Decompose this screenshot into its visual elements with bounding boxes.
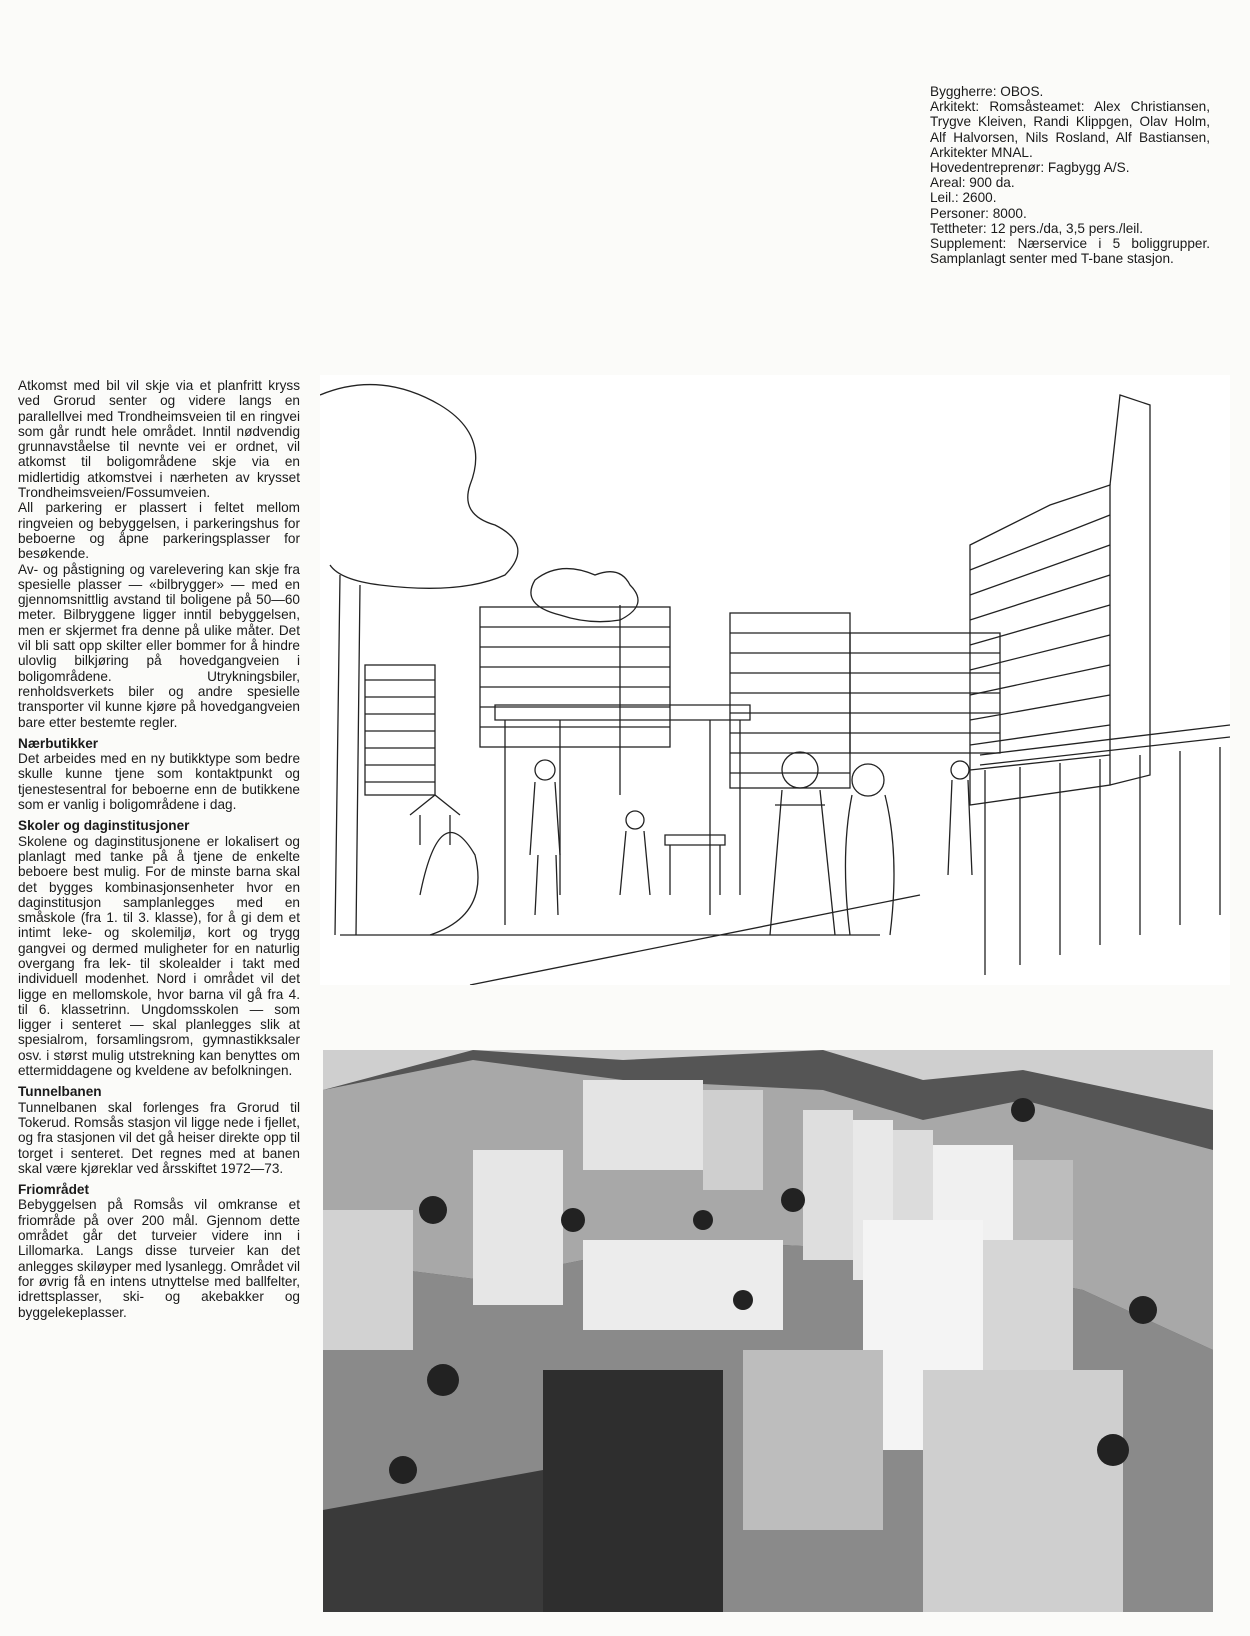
facts-supplement: Supplement: Nærservice i 5 boliggrupper. Samplanlagt senter med T-bane stasjon.: [930, 236, 1210, 267]
paragraph-open-area: Bebyggelsen på Romsås vil omkranse et friområde på over 200 mål. Gjennom dette området går det turveier videre inn i Lillomarka. Langs disse turveier kan det anlegges skiløyper med lysanlegg. Området vil for øvrig få en intens utnyttelse med ballfelter, idrettsplasser, ski- og akebakker og byggelekeplasser.: [18, 1197, 300, 1320]
article-column: [18, 378, 300, 1320]
paragraph-shops: Det arbeides med en ny butikktype som bedre skulle kunne tjene som kontaktpunkt og tjenestesentral for beboerne enn de butikkene som er vanlig i boligområdene i dag.: [18, 751, 300, 813]
heading-subway: Tunnelbanen: [18, 1084, 102, 1100]
paragraph-schools: Skolene og daginstitusjonene er lokalisert og planlagt med tanke på å tjene de enkelte beboere best mulig. For de minste barna skal det bygges kombinasjonsenheter hvor en daginstitusjon samplanlegges med en småskole (fra 1. til 3. klasse), for å gi dem et intimt leke- og skolemiljø, kort og trygg gangvei og dermed muligheter for en naturlig overgang fra lek- til skolealder i takt med individuell modenhet. Nord i området vil det ligge en mellomskole, hvor barna vil gå fra 4. til 6. klassetrinn. Ungdomsskolen — som ligger i senteret — skal planlegges slik at spesialrom, forsamlingsrom, gymnastikksaler osv. i størst mulig utstrekning kan benyttes om ettermiddagene og kveldene av befolkningen.: [18, 833, 300, 1079]
heading-shops: Nærbutikker: [18, 735, 99, 751]
facts-client: Byggherre: OBOS.: [930, 84, 1044, 99]
heading-schools: Skoler og daginstitusjoner: [18, 818, 190, 834]
paragraph-access: Atkomst med bil vil skje via et planfritt kryss ved Grorud senter og videre langs en parallellvei med Trondheimsveien til en ringvei som går rundt hele området. Inntil nødvendig grunnavståelse til nevnte vei er ordnet, vil atkomst til boligområdene skje via en midlertidig atkomstvei i nærheten av krysset Trondheimsveien/Fossumveien.: [18, 378, 300, 501]
facts-persons: Personer: 8000.: [930, 205, 1027, 221]
paragraph-subway: Tunnelbanen skal forlenges fra Grorud til Tokerud. Romsås stasjon vil ligge nede i fjellet, og fra stasjonen vil det gå heiser direkte opp til torget i senteret. Det regnes med at banen skal være kjøreklar ved årsskiftet 1972—73.: [18, 1099, 300, 1176]
facts-contractor: Hovedentreprenør: Fagbygg A/S.: [930, 160, 1130, 176]
facts-area: Areal: 900 da.: [930, 175, 1015, 191]
architectural-sketch-image: [320, 375, 1230, 985]
paragraph-parking: All parkering er plassert i feltet mellom ringveien og bebyggelsen, i parkeringshus for beboerne og åpne parkeringsplasser for besøkende.: [18, 500, 300, 562]
paragraph-delivery: Av- og påstigning og varelevering kan skje fra spesielle plasser — «bilbrygger» — med en gjennomsnittlig avstand til boligene på 50—60 meter. Bilbryggene ligger inntil bebyggelsen, men er skjermet fra denne på ulike måter. Det vil bli satt opp skilter eller bommer for å hindre ulovlig bilkjøring på hovedgangveien i boligområdene. Utrykningsbiler, renholdsverkets biler og andre spesielle transporter vil kunne kjøre på hovedgangveien bare etter bestemte regler.: [18, 561, 300, 730]
heading-open-area: Friområdet: [18, 1182, 90, 1198]
project-facts: [930, 84, 1210, 266]
model-photo-image: [323, 1050, 1213, 1612]
facts-architect: Arkitekt: Romsåsteamet: Alex Christiansen, Trygve Kleiven, Randi Klippgen, Olav Holm, Alf Halvorsen, Nils Rosland, Alf Bastiansen, Arkitekter MNAL.: [930, 99, 1210, 160]
facts-apartments: Leil.: 2600.: [930, 190, 997, 206]
facts-density: Tettheter: 12 pers./da, 3,5 pers./leil.: [930, 220, 1144, 236]
